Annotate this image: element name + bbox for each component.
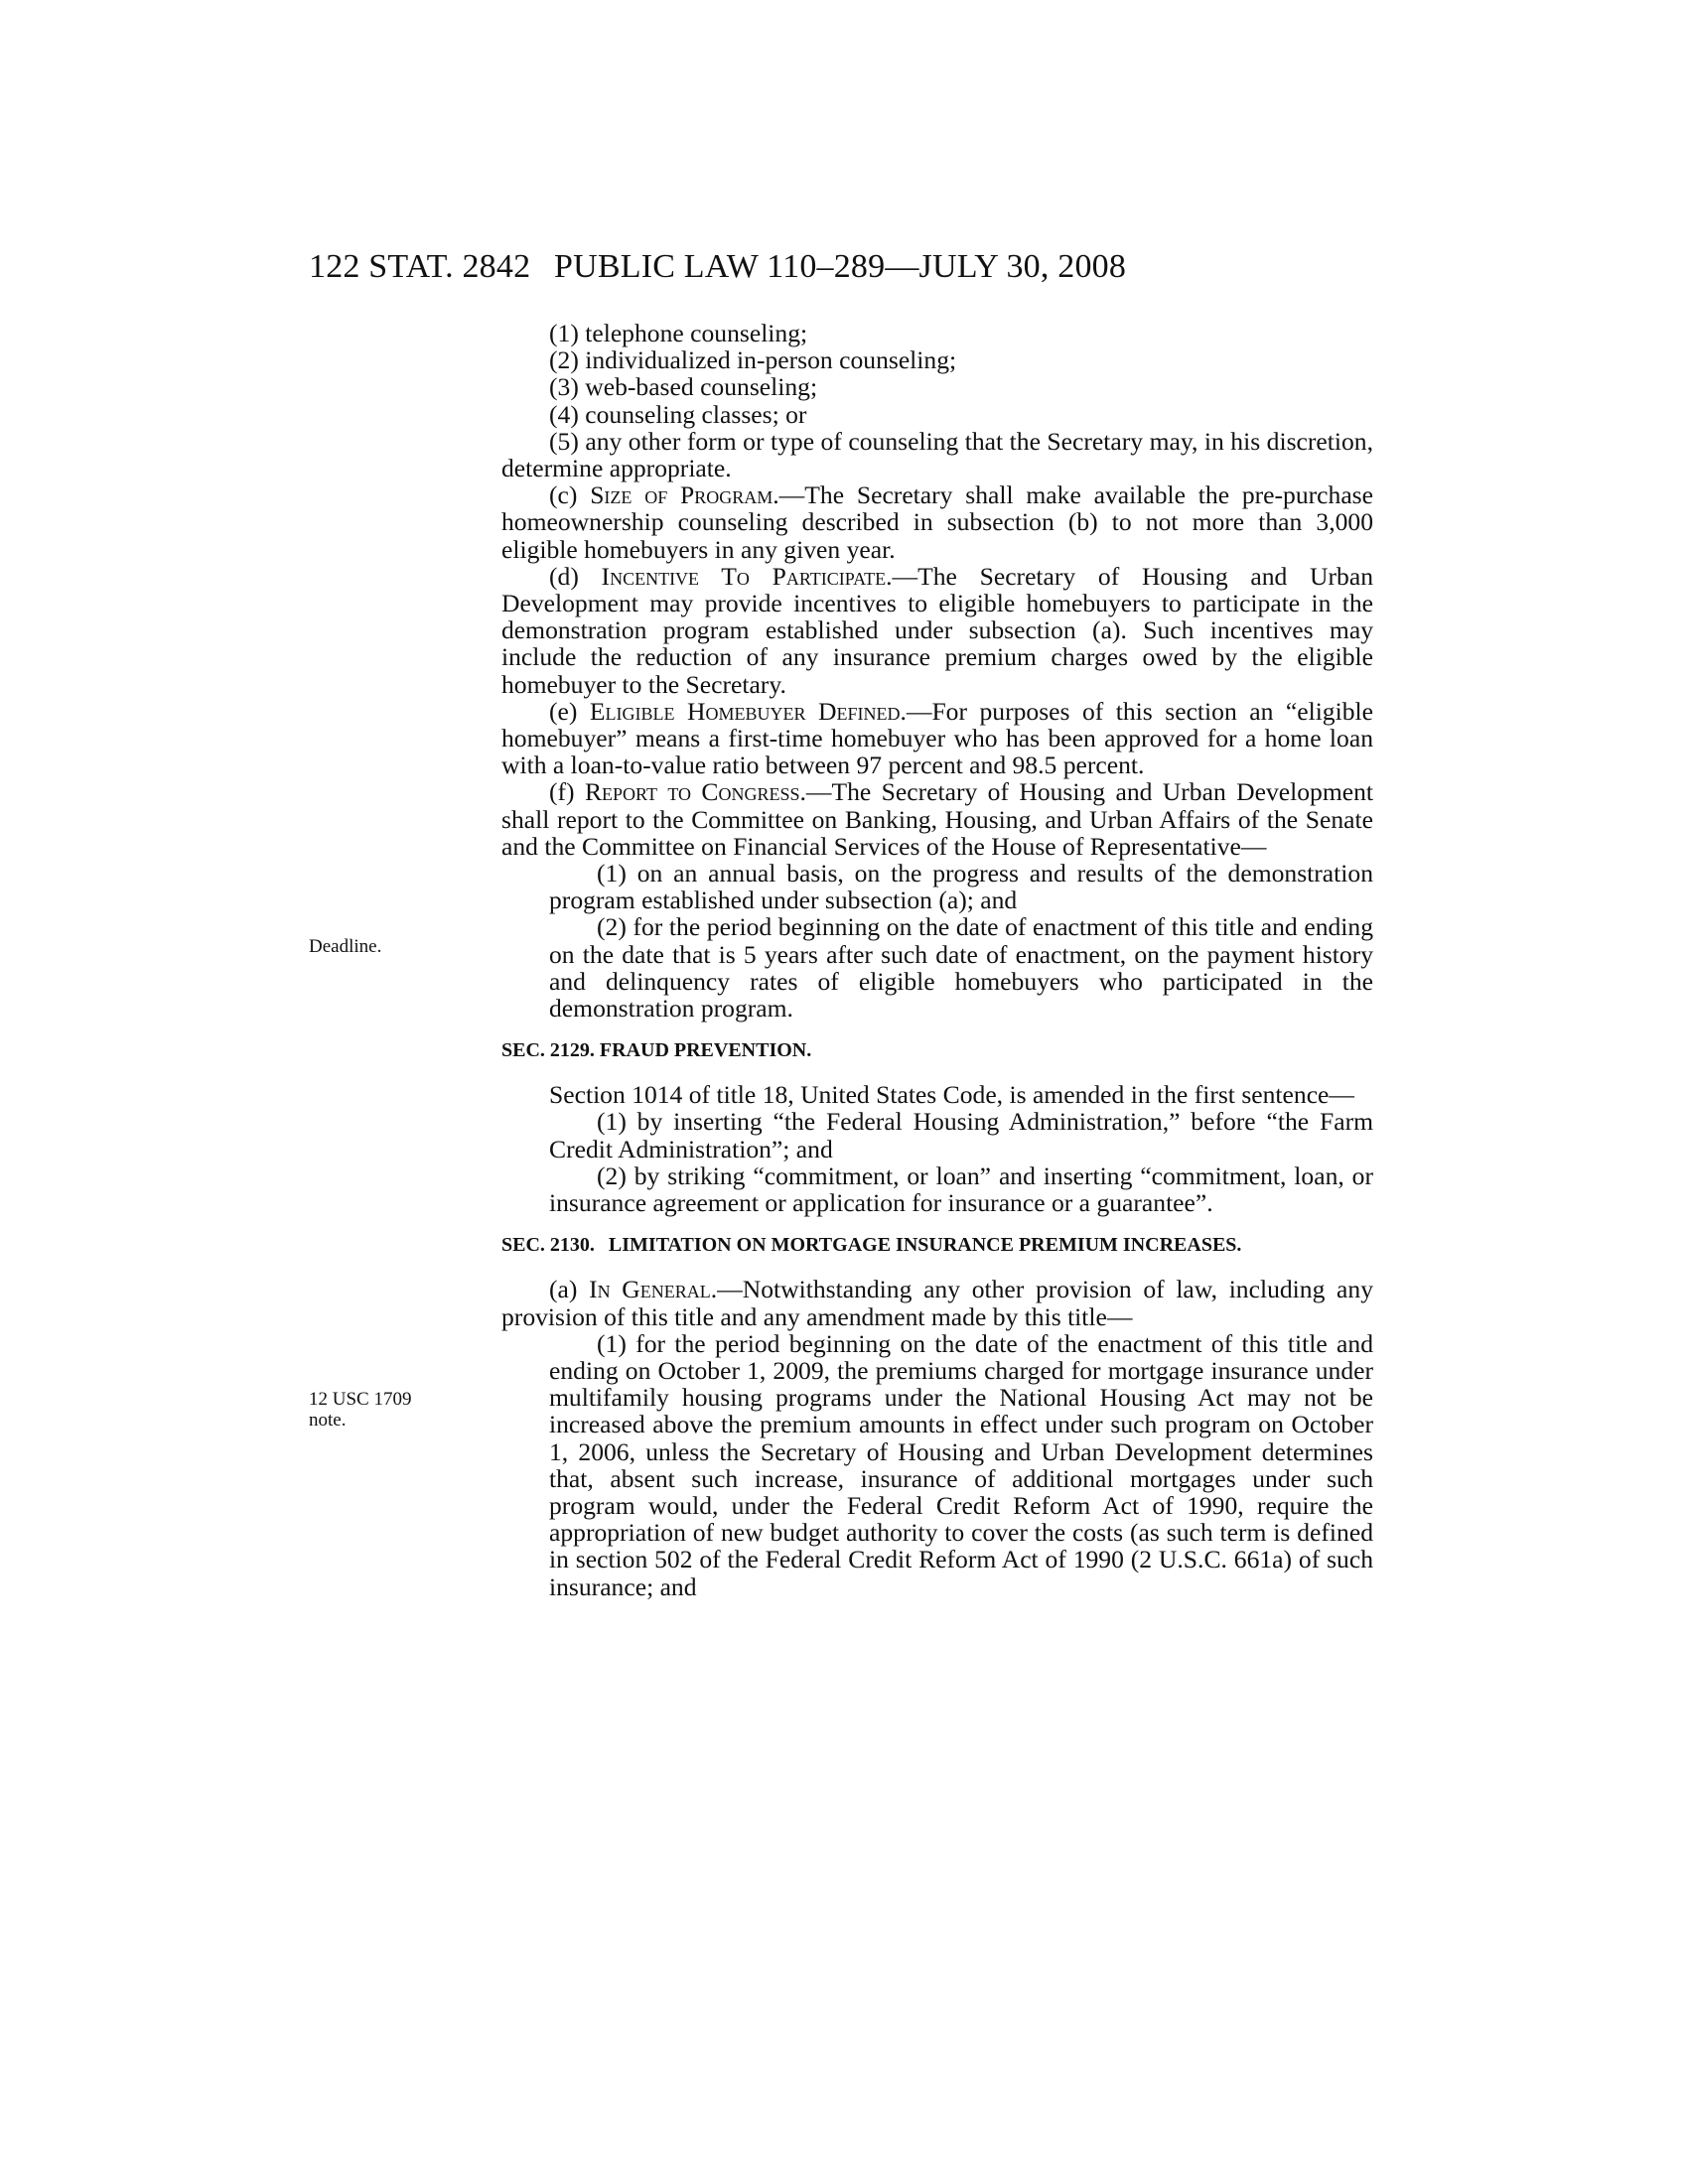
section-2130-subsection-a <box>501 1276 1373 1329</box>
page-body <box>501 320 1373 1600</box>
subsection-d-heading: Incentive To Participate. <box>601 561 893 591</box>
section-2130-heading <box>501 1232 1373 1258</box>
subsection-c-text: —The Secretary shall make available the pre-purchase homeownership counseling described in subsection (b) to not more than 3,000 eligible homebuyers in any given year. <box>501 480 1373 564</box>
section-2129-heading: SEC. 2129. FRAUD PREVENTION. <box>501 1039 812 1062</box>
counseling-item-5: (5) any other form or type of counseling that the Secretary may, in his discretion, determine appropriate. <box>501 426 1373 483</box>
subsection-f-item-2: (2) for the period beginning on the date of enactment of this title and ending on the date that is 5 years after such date of enactment, on the payment history and delinquency rates of eligible homebuyers who participated in the demonstration program. <box>549 912 1373 1024</box>
page-stat-number: 122 STAT. 2842 <box>309 248 531 285</box>
counseling-item-3: (3) web-based counseling; <box>549 372 818 402</box>
subsection-c <box>501 481 1373 563</box>
section-2130-a-heading: In General. <box>589 1275 718 1304</box>
subsection-f-lead: (f) <box>549 777 585 807</box>
section-2130-a-item-1: (1) for the period beginning on the date of the enactment of this title and ending on October 1, 2009, the premiums charged for mortgage insurance under multifamily housing programs under the National Housing Act may not be increased above the premium amounts in effect under such program on October 1, 2006, unless the Secretary of Housing and Urban Development determines that, absent such increase, insurance of additional mortgages under such program would, under the Federal Credit Reform Act of 1990, require the appropriation of new budget authority to cover the costs (as such term is defined in section 502 of the Federal Credit Reform Act of 1990 (2 U.S.C. 661a) of such insurance; and <box>549 1328 1373 1601</box>
section-2129-item-2: (2) by striking “commitment, or loan” and inserting “commitment, loan, or insurance agreement or application for insurance or a guarantee”. <box>549 1160 1373 1218</box>
subsection-c-heading: Size of Program. <box>590 480 779 510</box>
section-2130-a-lead: (a) <box>549 1275 590 1304</box>
counseling-item-4: (4) counseling classes; or <box>549 399 807 429</box>
page-running-title: PUBLIC LAW 110–289—JULY 30, 2008 <box>554 248 1127 285</box>
counseling-item-1: (1) telephone counseling; <box>549 319 808 347</box>
margin-note-usc <box>309 1389 411 1431</box>
margin-note-deadline: Deadline. <box>309 936 382 957</box>
section-2129-intro: Section 1014 of title 18, United States Code, is amended in the first sentence— <box>549 1080 1355 1110</box>
subsection-d <box>501 563 1373 698</box>
subsection-f <box>501 778 1373 860</box>
margin-note-usc-line2: note. <box>309 1410 347 1431</box>
subsection-c-lead: (c) <box>549 480 591 510</box>
section-2129-item-1: (1) by inserting “the Federal Housing Administration,” before “the Farm Credit Administration”; and <box>549 1107 1373 1163</box>
section-2130-number: SEC. 2130. <box>501 1234 595 1257</box>
subsection-d-text: —The Secretary of Housing and Urban Development may provide incentives to eligible homebuyers to participate in the demonstration program established under subsection (a). Such incentives may include the reduction of any insurance premium charges owed by the eligible homebuyer to the Secretary. <box>501 561 1373 699</box>
subsection-f-heading: Report to Congress. <box>584 777 806 807</box>
subsection-f-text: —The Secretary of Housing and Urban Development shall report to the Committee on Banking, Housing, and Urban Affairs of the Senate and the Committee on Financial Services of the House of Representative— <box>501 777 1374 861</box>
subsection-e-lead: (e) <box>549 696 590 726</box>
section-2130-a-intro: —Notwithstanding any other provision of law, including any provision of this title and any amendment made by this title— <box>501 1275 1374 1331</box>
margin-note-usc-line1: 12 USC 1709 <box>309 1389 412 1410</box>
subsection-d-lead: (d) <box>549 561 602 591</box>
counseling-item-2: (2) individualized in-person counseling; <box>549 345 957 375</box>
subsection-e <box>501 698 1373 779</box>
subsection-e-heading: Eligible Homebuyer Defined. <box>589 696 907 726</box>
subsection-e-text: —For purposes of this section an “eligible homebuyer” means a first-time homebuyer who has been approved for a home loan with a loan-to-value ratio between 97 percent and 98.5 percent. <box>501 696 1373 780</box>
subsection-f-item-1: (1) on an annual basis, on the progress and results of the demonstration program established under subsection (a); and <box>549 859 1373 915</box>
section-2130-title: LIMITATION ON MORTGAGE INSURANCE PREMIUM INCREASES. <box>608 1234 1242 1257</box>
